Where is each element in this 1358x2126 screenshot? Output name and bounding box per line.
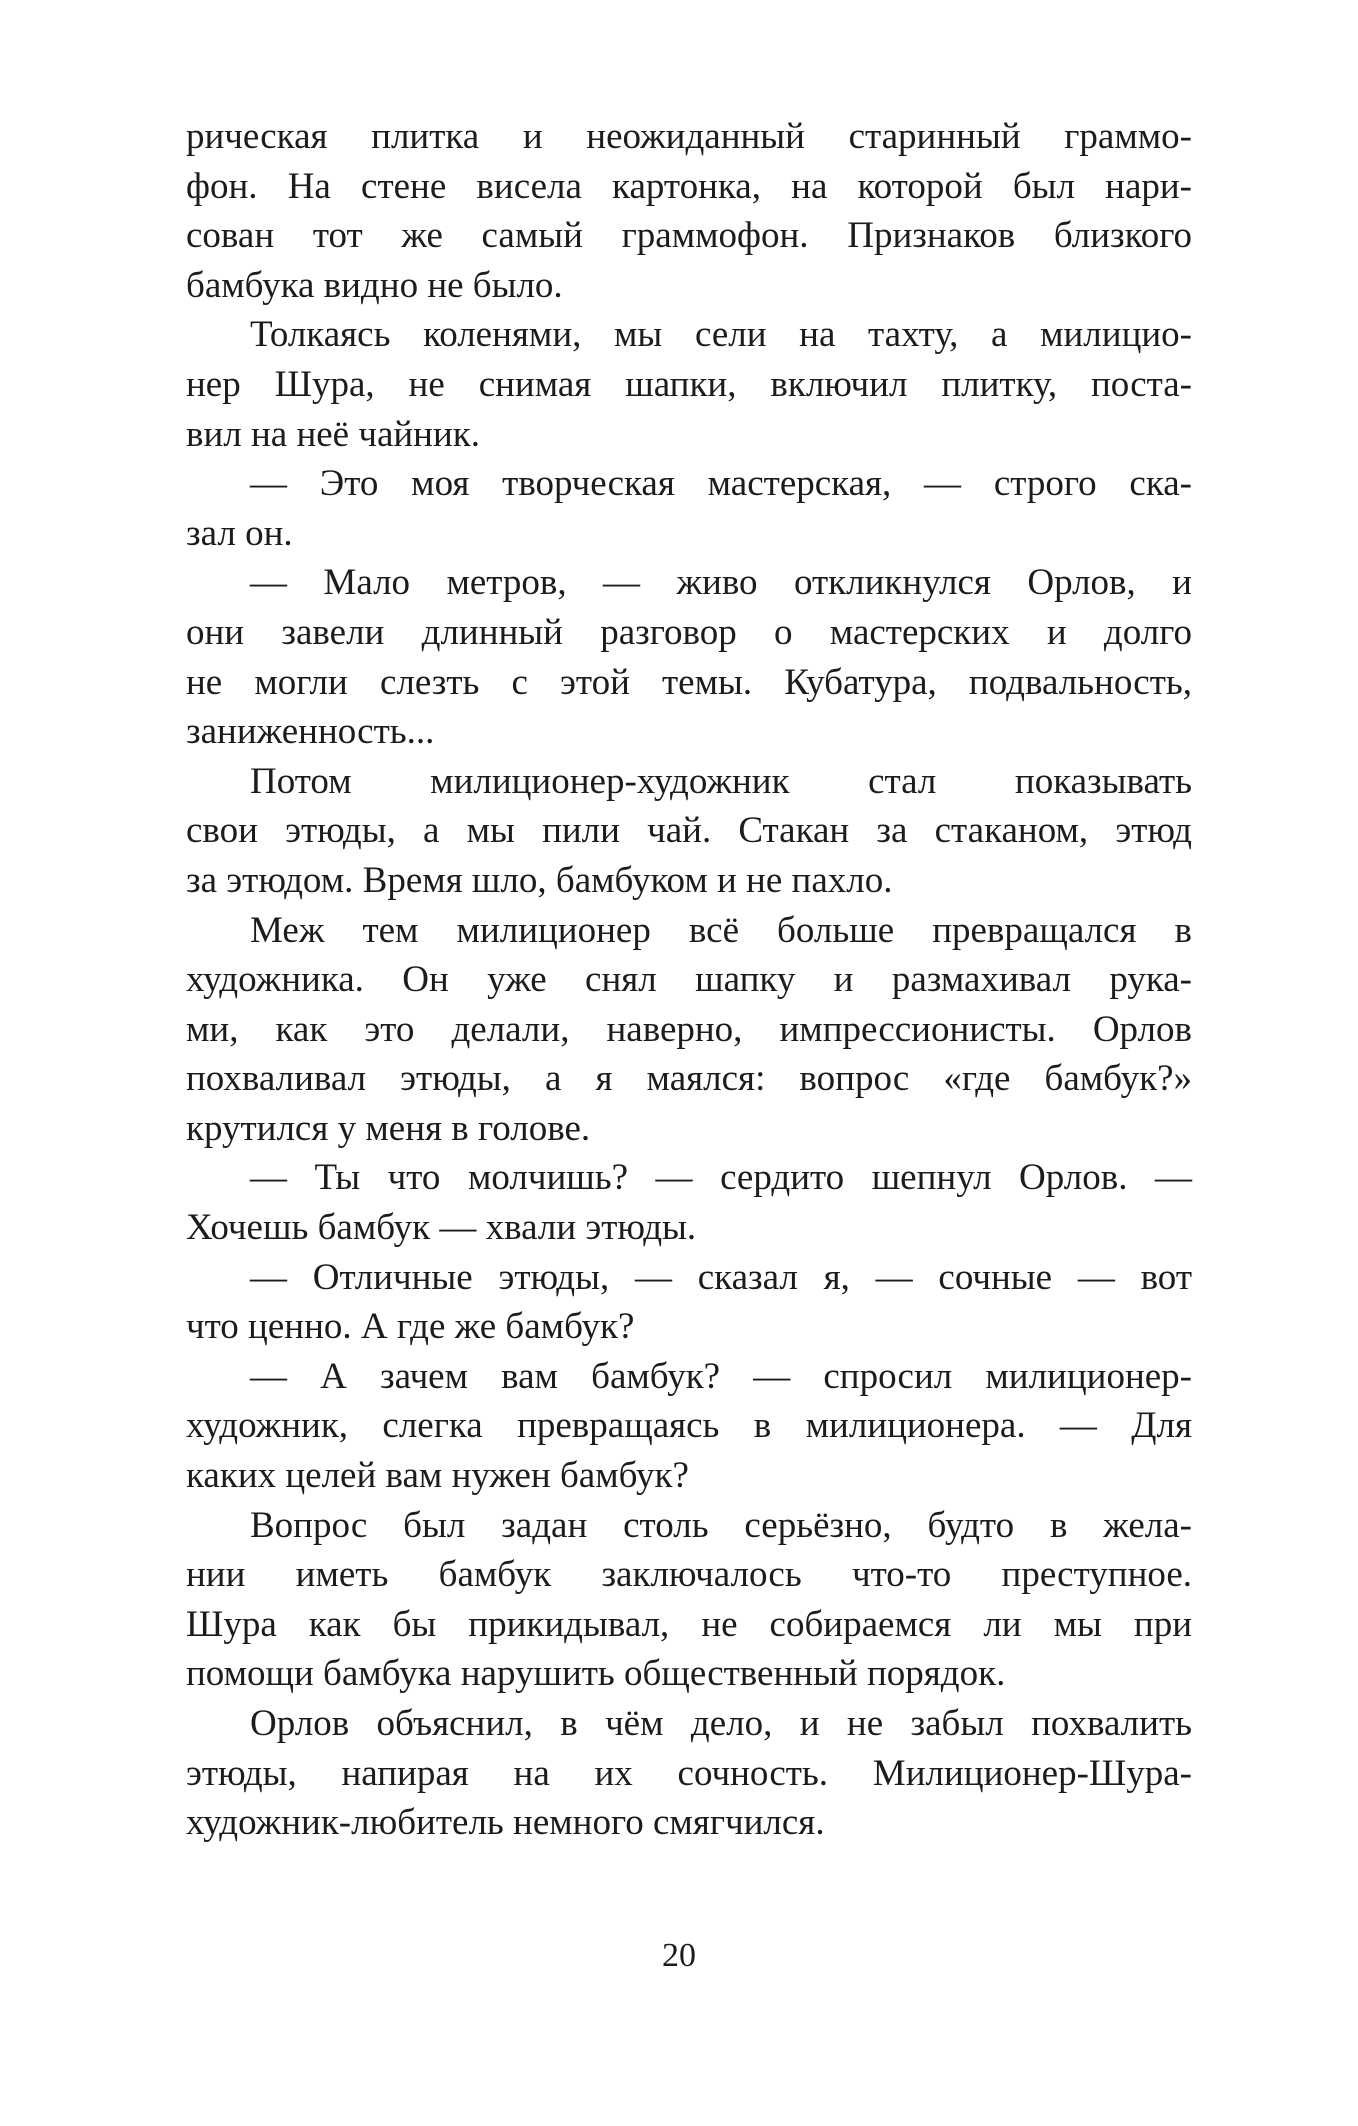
text-line: свои этюды, а мы пили чай. Стакан за стаканом, этюд <box>186 810 1192 852</box>
text-line: что ценно. А где же бамбук? <box>186 1306 635 1348</box>
text-line: Вопрос был задан столь серьёзно, будто в жела- <box>250 1504 1192 1546</box>
page-number: 20 <box>662 1937 696 1974</box>
text-line: Шура как бы прикидывал, не собираемся ли мы при <box>186 1603 1192 1645</box>
text-line: фон. На стене висела картонка, на которой был нари- <box>186 165 1192 207</box>
text-line: рическая плитка и неожиданный старинный граммо- <box>186 116 1192 157</box>
text-line: художник-любитель немного смягчился. <box>186 1802 825 1844</box>
body-text <box>186 112 1192 1848</box>
text-line: — А зачем вам бамбук? — спросил милиционер- <box>250 1355 1192 1397</box>
text-line: — Отличные этюды, — сказал я, — сочные — вот <box>250 1256 1192 1298</box>
text-line: Хочешь бамбук — хвали этюды. <box>186 1207 697 1249</box>
text-line: сован тот же самый граммофон. Признаков близкого <box>186 215 1192 257</box>
text-line: каких целей вам нужен бамбук? <box>186 1455 689 1497</box>
text-line: Толкаясь коленями, мы сели на тахту, а милицио- <box>250 314 1192 356</box>
text-line: бамбука видно не было. <box>186 264 563 306</box>
text-line: Потом милиционер-художник стал показывать <box>250 760 1192 802</box>
text-line: крутился у меня в голове. <box>186 1107 591 1149</box>
text-line: — Ты что молчишь? — сердито шепнул Орлов. — <box>250 1157 1192 1199</box>
text-line: Орлов объяснил, в чём дело, и не забыл похвалить <box>250 1703 1192 1744</box>
text-line: зал он. <box>186 512 293 554</box>
text-line: нии иметь бамбук заключалось что-то преступное. <box>186 1554 1192 1596</box>
text-line: заниженность... <box>186 711 435 753</box>
text-line: за этюдом. Время шло, бамбуком и не пахло. <box>186 859 893 901</box>
text-line: ми, как это делали, наверно, импрессионисты. Орлов <box>186 1008 1192 1050</box>
text-line: похваливал этюды, а я маялся: вопрос «где бамбук?» <box>186 1058 1192 1100</box>
text-line: не могли слезть с этой темы. Кубатура, подвальность, <box>186 661 1192 703</box>
text-line: нер Шура, не снимая шапки, включил плитку, поста- <box>186 363 1192 405</box>
text-line: они завели длинный разговор о мастерских и долго <box>186 611 1192 653</box>
text-line: художник, слегка превращаясь в милиционера. — Для <box>186 1405 1192 1447</box>
text-line: — Мало метров, — живо откликнулся Орлов, и <box>250 562 1192 604</box>
text-line: художника. Он уже снял шапку и размахивал рука- <box>186 959 1192 1001</box>
text-line: Меж тем милиционер всё больше превращался в <box>250 909 1192 951</box>
text-line: вил на неё чайник. <box>186 413 481 455</box>
text-line: — Это моя творческая мастерская, — строго ска- <box>250 463 1192 505</box>
text-line: этюды, напирая на их сочность. Милиционер-Шура- <box>186 1752 1192 1794</box>
text-line: помощи бамбука нарушить общественный порядок. <box>186 1653 1006 1695</box>
